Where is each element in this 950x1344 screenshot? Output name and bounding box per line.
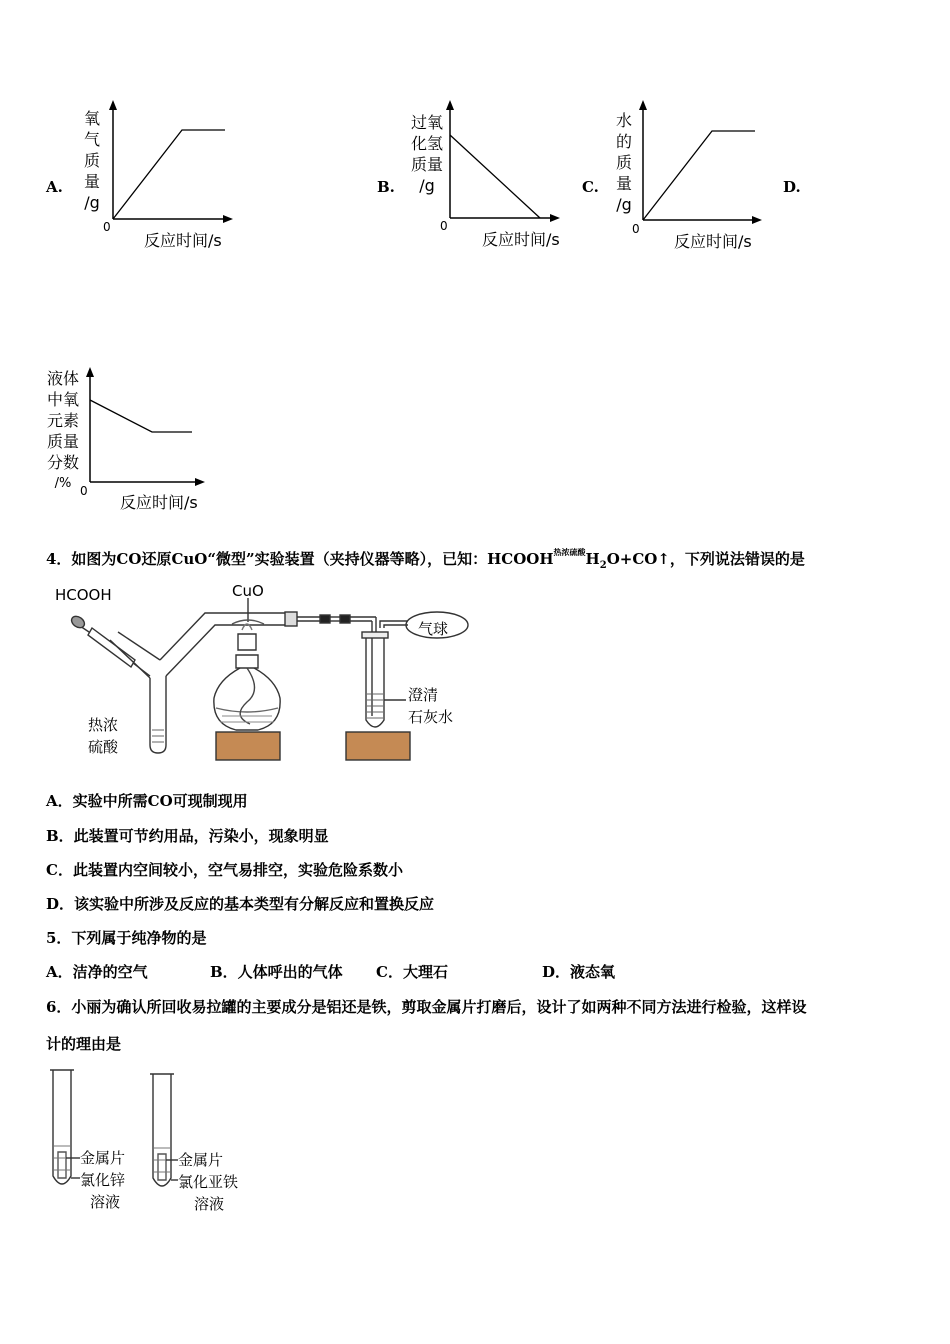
option-d-letter: D.: [783, 178, 801, 196]
graph-a-ylabel: 氧 气 质 量 /g: [83, 109, 100, 212]
graph-d-xlabel: 反应时间/s: [120, 493, 198, 512]
q6-stem-line2: 计的理由是: [46, 1035, 122, 1053]
q6-stem-line1: 6．小丽为确认所回收易拉罐的主要成分是铝还是铁，剪取金属片打磨后，设计了如两种不同方法进行检验，这样设: [46, 998, 807, 1016]
q4-option-b: B．此装置可节约用品，污染小，现象明显: [46, 827, 329, 845]
q4-option-a: A．实验中所需CO可现制现用: [46, 792, 248, 810]
q4-stem: 4．如图为CO还原CuO“微型”实验装置（夹持仪器等略），已知：$HCOOH^{热浓硫酸}H_2O+CO↑$，下列说法错误的是: [46, 547, 805, 571]
label-cuo: CuO: [232, 582, 264, 600]
graph-b-origin: 0: [440, 219, 448, 233]
q5-option-d: D．液态氧: [542, 963, 616, 981]
graph-c-ylabel: 水 的 质 量 /g: [615, 111, 632, 214]
q5-option-b: B．人体呼出的气体: [210, 963, 343, 981]
graph-a-xlabel: 反应时间/s: [144, 231, 222, 250]
q5-stem: 5．下列属于纯净物的是: [46, 929, 207, 947]
graph-b-ylabel: 过氧 化氢 质量 /g: [410, 113, 443, 195]
option-c-letter: C.: [582, 178, 599, 196]
graph-a-origin: 0: [103, 220, 111, 234]
graph-d-origin: 0: [80, 484, 88, 498]
tube2-labels: 金属片 氯化亚铁 溶液: [178, 1151, 239, 1213]
graph-d-ylabel: 液体 中氧 元素 质量 分数 /%: [46, 369, 79, 491]
graph-c-xlabel: 反应时间/s: [674, 232, 752, 251]
q4-option-d: D．该实验中所涉及反应的基本类型有分解反应和置换反应: [46, 895, 435, 913]
label-balloon: 气球: [418, 620, 449, 638]
q4-option-c: C．此装置内空间较小，空气易排空，实验危险系数小: [46, 861, 403, 879]
graph-b-xlabel: 反应时间/s: [482, 230, 560, 249]
tube1-labels: 金属片 氯化锌 溶液: [80, 1149, 126, 1211]
option-a-letter: A.: [46, 178, 63, 196]
option-b-letter: B.: [377, 178, 395, 196]
label-hcooh: HCOOH: [55, 586, 112, 604]
q5-option-c: C．大理石: [376, 963, 448, 981]
label-limewater: 澄清 石灰水: [408, 686, 454, 726]
q5-option-a: A．洁净的空气: [46, 963, 148, 981]
graph-c-origin: 0: [632, 222, 640, 236]
label-hot-conc-acid: 热浓 硫酸: [88, 716, 119, 756]
